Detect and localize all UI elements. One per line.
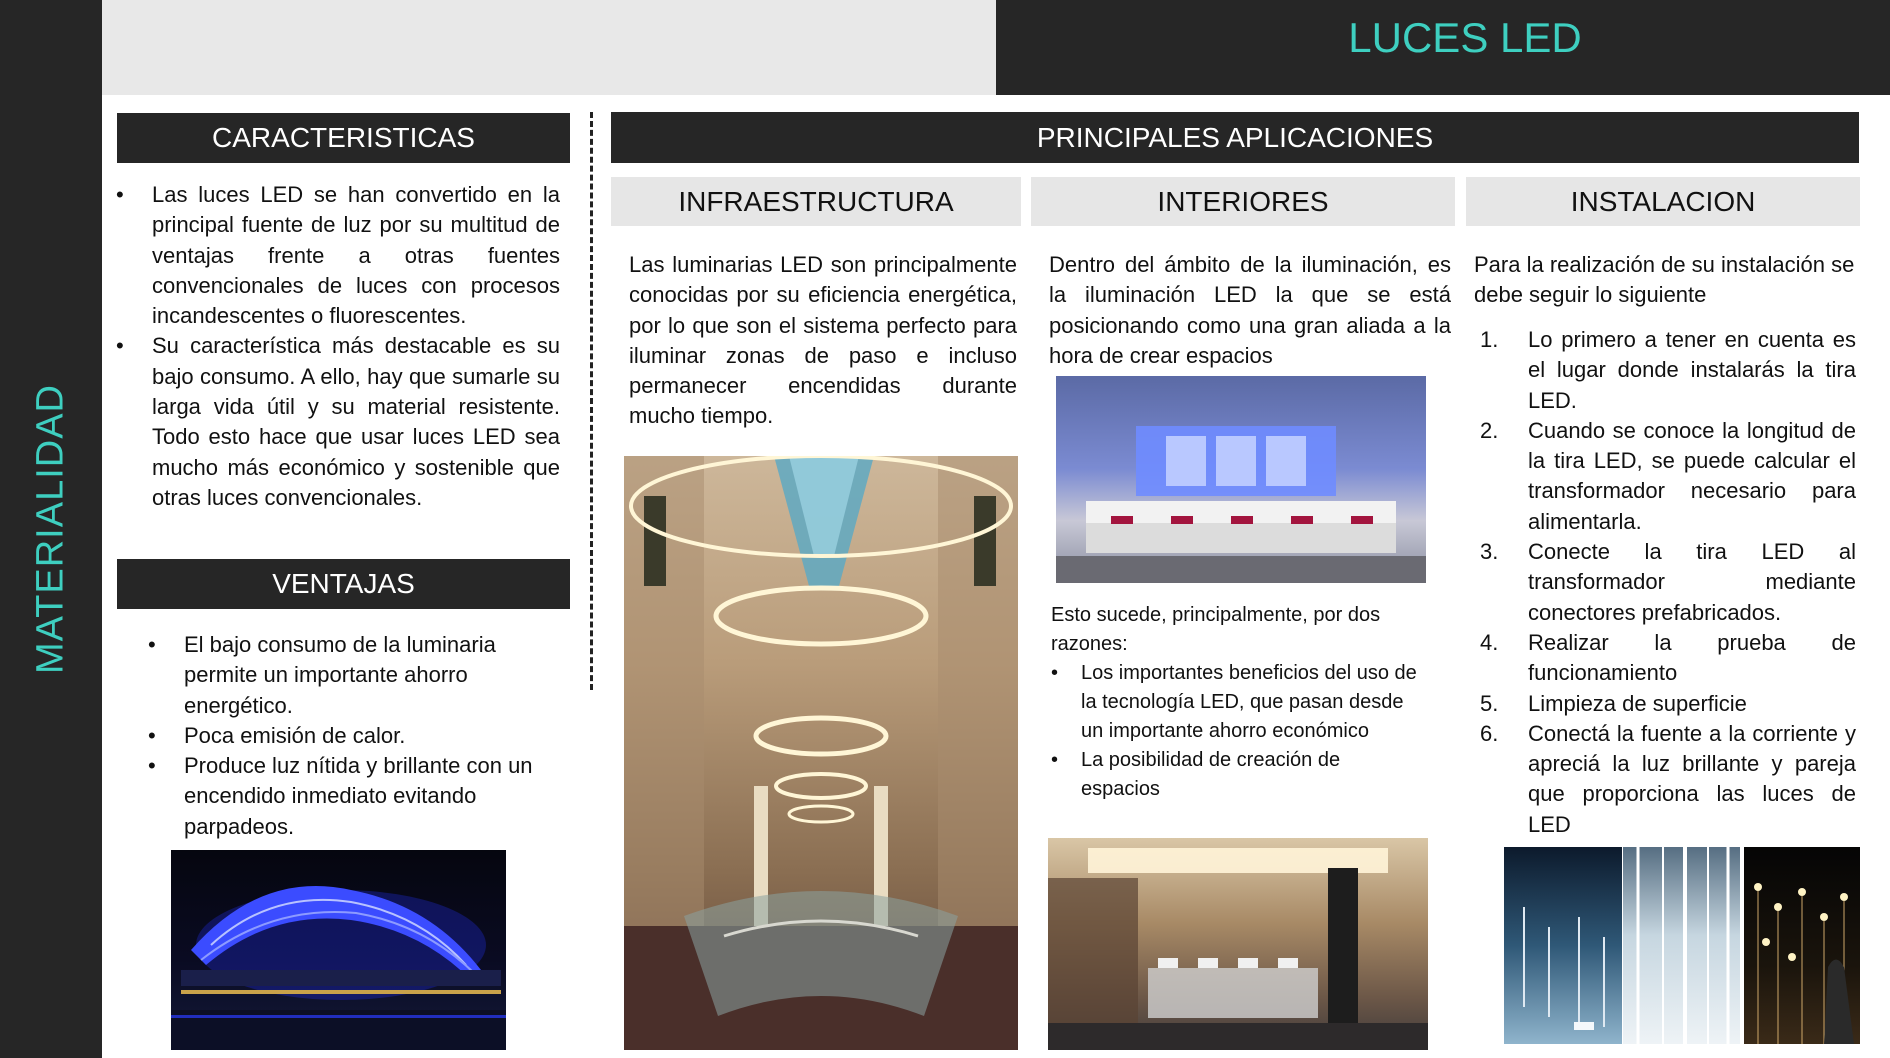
restaurant-interior-photo <box>1048 838 1428 1050</box>
sidebar <box>0 0 102 1058</box>
infraestructura-title: INFRAESTRUCTURA <box>678 186 954 217</box>
instalacion-step: 2. Cuando se conoce la longitud de la tira LED, se puede calcular el transformador necesario para alimentarla. <box>1480 417 1856 534</box>
light-field-photo-2 <box>1623 847 1740 1044</box>
interiores-reason-item: • La posibilidad de creación de espacios <box>1051 746 1421 804</box>
page-title: LUCES LED <box>1348 14 1582 61</box>
ventajas-list <box>148 630 538 842</box>
aplicaciones-title: PRINCIPALES APLICACIONES <box>1036 122 1434 153</box>
infraestructura-text: Las luminarias LED son principalmente conocidas por su eficiencia energética, por lo que son el sistema perfecto para iluminar zonas de paso e incluso permanecer encendidas durante mucho tiempo. <box>629 252 1017 429</box>
instalacion-header <box>1466 177 1860 226</box>
instalacion-step: 5. Limpieza de superficie <box>1480 690 1747 716</box>
header-left-band <box>102 0 996 95</box>
ventajas-item: • Produce luz nítida y brillante con un encendido inmediato evitando parpadeos. <box>148 751 538 842</box>
interiores-header <box>1031 177 1455 226</box>
atrium-chandelier-photo <box>624 456 1018 1050</box>
ventajas-item: • El bajo consumo de la luminaria permite un importante ahorro energético. <box>148 630 538 721</box>
ventajas-item: • Poca emisión de calor. <box>148 721 538 751</box>
caracteristicas-item: • Las luces LED se han convertido en la principal fuente de luz por su multitud de ventajas frente a otras fuentes convencionales de luces con procesos incandescentes o fluorescentes. <box>116 180 560 331</box>
interiores-intro: Dentro del ámbito de la iluminación, es la iluminación LED la que se está posicionando como una gran aliada a la hora de crear espacios <box>1049 252 1451 368</box>
bar-interior-photo <box>1056 376 1426 583</box>
interiores-reason-item: • Los importantes beneficios del uso de la tecnología LED, que pasan desde un importante ahorro económico <box>1051 659 1421 746</box>
interiores-reasons <box>1051 601 1421 804</box>
column-divider <box>590 112 593 690</box>
interiores-title: INTERIORES <box>1157 186 1329 217</box>
ventajas-header <box>117 559 570 609</box>
light-field-photo-1 <box>1504 847 1622 1044</box>
instalacion-title: INSTALACION <box>1570 186 1756 217</box>
caracteristicas-list <box>116 180 560 513</box>
instalacion-step: 1. Lo primero a tener en cuenta es el lugar donde instalarás la tira LED. <box>1480 327 1856 413</box>
instalacion-step: 3. Conecte la tira LED al transformador mediante conectores prefabricados. <box>1480 539 1856 625</box>
instalacion-intro: Para la realización de su instalación se debe seguir lo siguiente <box>1474 252 1855 308</box>
light-field-photo-3 <box>1744 847 1860 1044</box>
infraestructura-header <box>611 177 1021 226</box>
aplicaciones-header <box>611 112 1859 163</box>
instalacion-steps <box>1474 325 1856 840</box>
caracteristicas-header <box>117 113 570 163</box>
ventajas-title: VENTAJAS <box>272 568 415 599</box>
stadium-led-photo <box>171 850 506 1050</box>
caracteristicas-title: CARACTERISTICAS <box>212 122 475 153</box>
sidebar-label: MATERIALIDAD <box>29 383 72 675</box>
caracteristicas-item: • Su característica más destacable es su bajo consumo. A ello, hay que sumarle su larga vida útil y su material resistente. Todo esto hace que usar luces LED sea mucho más económico y sostenible que otras luces convencionales. <box>116 331 560 513</box>
interiores-reasons-intro: Esto sucede, principalmente, por dos razones: <box>1051 604 1381 655</box>
instalacion-step: 6. Conectá la fuente a la corriente y apreciá la luz brillante y pareja que proporciona las luces de LED <box>1480 720 1856 837</box>
instalacion-step: 4. Realizar la prueba de funcionamiento <box>1480 629 1856 686</box>
